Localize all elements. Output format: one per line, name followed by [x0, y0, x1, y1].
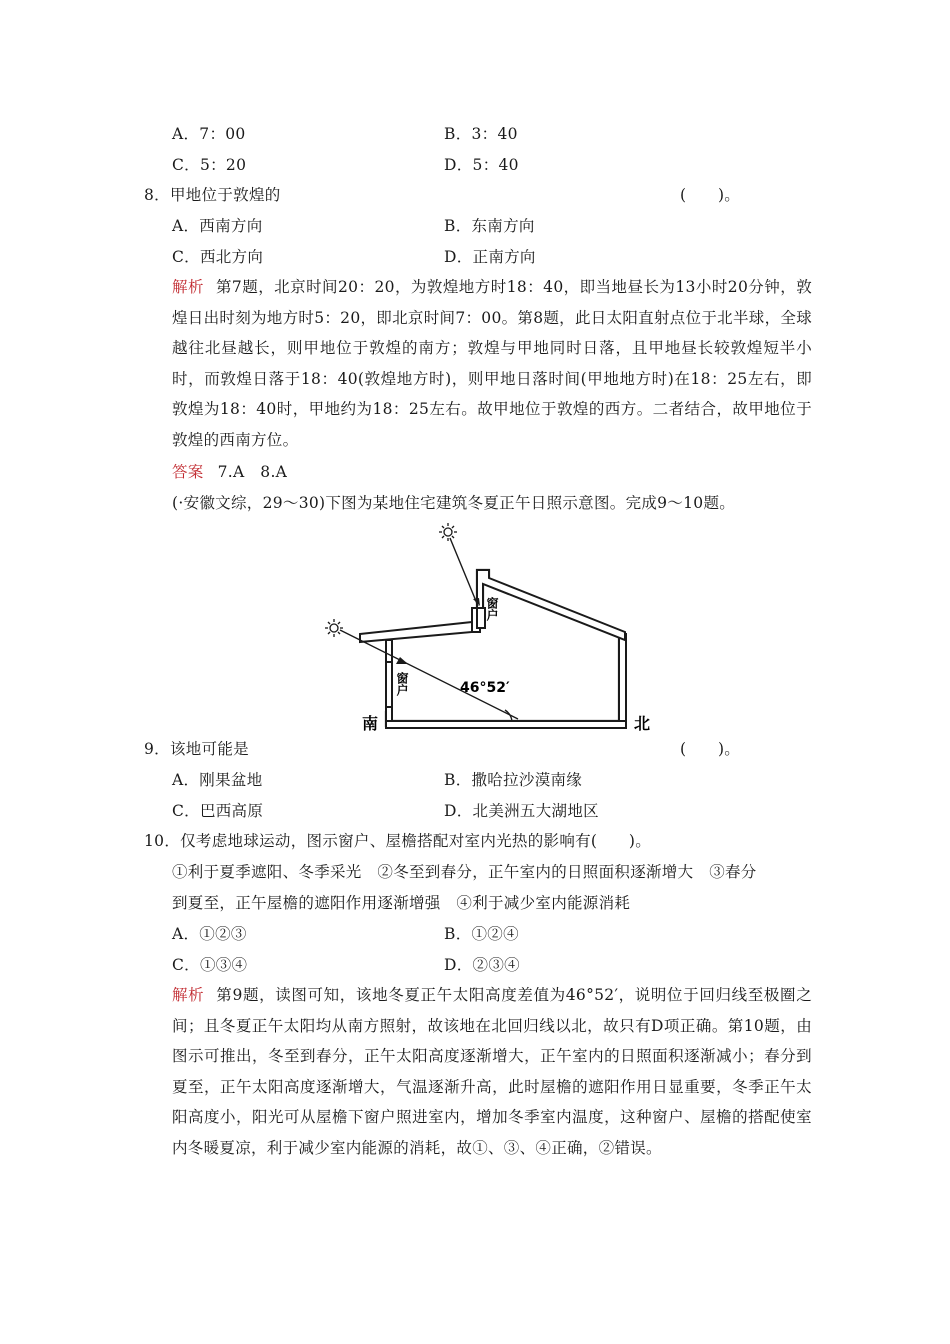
analysis-text: 第9题，读图可知，该地冬夏正午太阳高度差值为46°52′，说明位于回归线至极圈之间；且冬夏正午太阳均从南方照射，故该地在北回归线以北，故只有D项正确。第10题，由图示可推出，冬至到春分，正午太阳高度逐渐增大，正午室内的日照面积逐渐减小；春分到夏至，正午太阳高度逐渐增大，气温逐渐升高，此时屋檐的遮阳作用日显重要，冬季正午太阳高度小，阳光可从屋檐下窗户照进室内，增加冬季室内温度，这种窗户、屋檐的搭配使室内冬暖夏凉，利于减少室内能源的消耗，故①、③、④正确，②错误。 [172, 986, 812, 1157]
analysis-7-8 [172, 272, 812, 456]
q9-option-b: B．撒哈拉沙漠南缘 [444, 771, 583, 789]
q10-option-d: D．②③④ [444, 956, 520, 974]
window-label-lower: 窗户 [395, 672, 409, 696]
q8-option-b: B．东南方向 [444, 217, 535, 235]
angle-arc [505, 710, 512, 721]
q10-statements-line2: 到夏至，正午屋檐的遮阳作用逐渐增强 ④利于减少室内能源消耗 [172, 894, 631, 912]
q9-stem: 9．该地可能是 [144, 740, 249, 758]
upper-roof [477, 570, 625, 640]
q9-option-c: C．巴西高原 [172, 802, 264, 820]
lower-wall-top [386, 640, 392, 662]
summer-ray [450, 538, 478, 606]
q10-option-b: B．①②④ [444, 925, 519, 943]
q10-statements-line1: ①利于夏季遮阳、冬季采光 ②冬至到春分，正午室内的日照面积逐渐增大 ③春分 [172, 863, 757, 881]
lower-window [386, 662, 392, 707]
q9-option-d: D．北美洲五大湖地区 [444, 802, 599, 820]
analysis-9-10 [172, 980, 812, 1164]
lower-eave [360, 622, 472, 642]
window-label-upper: 窗户 [485, 597, 499, 621]
q8-option-a: A．西南方向 [172, 217, 263, 235]
q7-option-d: D．5：40 [444, 156, 519, 174]
q9-answer-bracket: ( )。 [680, 740, 741, 758]
north-wall [619, 634, 626, 727]
answer-text: 7.A 8.A [217, 463, 288, 481]
south-label: 南 [362, 714, 379, 732]
q9-option-a: A．刚果盆地 [172, 771, 263, 789]
q7-option-a: A．7：00 [172, 125, 246, 143]
sun-icon-summer [439, 523, 457, 541]
q8-option-d: D．正南方向 [444, 248, 536, 266]
analysis-text: 第7题，北京时间20：20，为敦煌地方时18：40，即当地昼长为13小时20分钟，敦煌日出时刻为地方时5：20，即北京时间7：00。第8题，此日太阳直射点位于北半球，全球越往北昼越长，则甲地位于敦煌的南方；敦煌与甲地同时日落，且甲地昼长较敦煌短半小时，而敦煌日落于18：40(敦煌地方时)，则甲地日落时间(甲地地方时)在18：25左右，即敦煌为18：40时，甲地约为18：25左右。故甲地位于敦煌的西方。二者结合，故甲地位于敦煌的西南方位。 [172, 278, 812, 449]
analysis-label: 解析 [172, 986, 205, 1004]
q10-option-c: C．①③④ [172, 956, 248, 974]
floor [386, 721, 626, 728]
winter-arrow [396, 657, 408, 664]
q8-stem: 8．甲地位于敦煌的 [144, 186, 281, 204]
angle-label: 46°52′ [460, 680, 510, 696]
lower-wall-bottom [386, 707, 392, 721]
q7-option-c: C．5：20 [172, 156, 247, 174]
q7-option-b: B．3：40 [444, 125, 518, 143]
sunlight-diagram [320, 522, 680, 732]
winter-ray [340, 630, 518, 719]
q10-stem: 10．仅考虑地球运动，图示窗户、屋檐搭配对室内光热的影响有( )。 [144, 832, 652, 850]
answer-7-8 [172, 462, 287, 482]
q8-option-c: C．西北方向 [172, 248, 264, 266]
answer-label: 答案 [172, 463, 204, 481]
q10-option-a: A．①②③ [172, 925, 247, 943]
q8-answer-bracket: ( )。 [680, 186, 741, 204]
analysis-label: 解析 [172, 278, 204, 296]
sun-icon-winter [325, 619, 343, 637]
upper-window [477, 608, 485, 628]
north-label: 北 [634, 714, 651, 732]
section-intro: (·安徽文综，29～30)下图为某地住宅建筑冬夏正午日照示意图。完成9～10题。 [172, 494, 736, 512]
